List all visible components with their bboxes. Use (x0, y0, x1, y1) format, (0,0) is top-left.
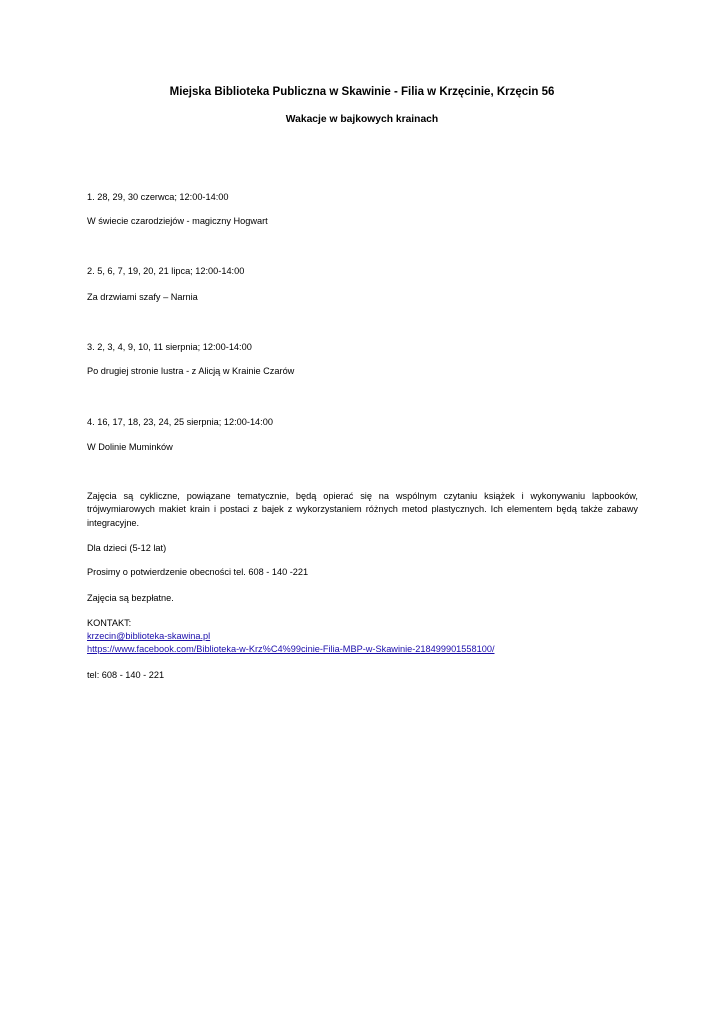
session-4-theme: W Dolinie Muminków (87, 442, 173, 452)
session-2-dates: 2. 5, 6, 7, 19, 20, 21 lipca; 12:00-14:00 (87, 266, 245, 276)
age-info: Dla dzieci (5-12 lat) (87, 543, 167, 553)
session-1-dates: 1. 28, 29, 30 czerwca; 12:00-14:00 (87, 192, 229, 202)
facebook-link[interactable]: https://www.facebook.com/Biblioteka-w-Krz%C4%99cinie-Filia-MBP-w-Skawinie-218499901558100/ (87, 644, 495, 654)
page-title: Miejska Biblioteka Publiczna w Skawinie - Filia w Krzęcinie, Krzęcin 56 (169, 86, 555, 98)
page-subtitle: Wakacje w bajkowych krainach (285, 114, 439, 125)
session-2-theme: Za drzwiami szafy – Narnia (87, 292, 198, 302)
session-3-theme: Po drugiej stronie lustra - z Alicją w Krainie Czarów (87, 366, 295, 376)
free-info: Zajęcia są bezpłatne. (87, 593, 174, 603)
description-paragraph: Zajęcia są cykliczne, powiązane tematycznie, będą opierać się na wspólnym czytaniu książek i wykonywaniu lapbooków, trójwymiarowych makiet krain i postaci z bajek z wykorzystaniem różnych metod plastycznych. Ich elementem będą także zabawy integracyjne. (87, 491, 638, 528)
confirm-info: Prosimy o potwierdzenie obecności tel. 608 - 140 -221 (87, 567, 309, 577)
contact-heading: KONTAKT: (87, 618, 132, 628)
session-3-dates: 3. 2, 3, 4, 9, 10, 11 sierpnia; 12:00-14:00 (87, 342, 252, 352)
email-link[interactable]: krzecin@biblioteka-skawina.pl (87, 631, 211, 641)
session-4-dates: 4. 16, 17, 18, 23, 24, 25 sierpnia; 12:00-14:00 (87, 417, 273, 427)
session-1-theme: W świecie czarodziejów - magiczny Hogwart (87, 216, 268, 226)
contact-phone: tel: 608 - 140 - 221 (87, 670, 165, 680)
